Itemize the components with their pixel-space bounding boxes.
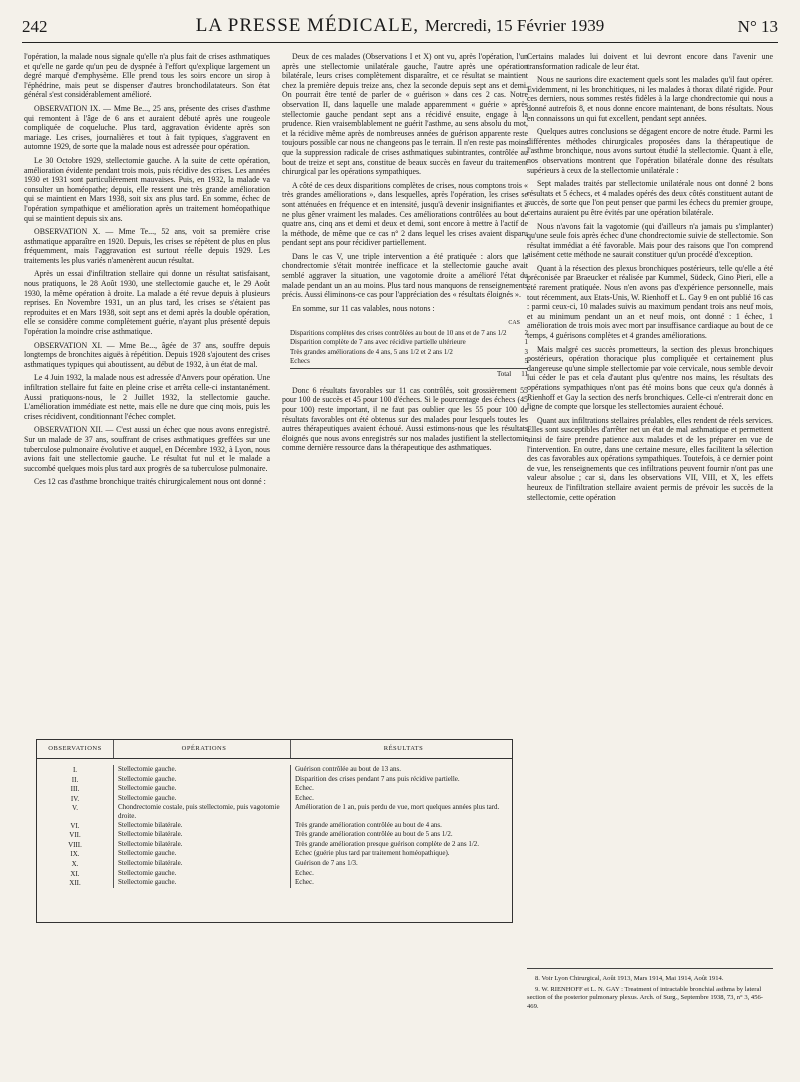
paragraph: En somme, sur 11 cas valables, nous notons : [292, 303, 435, 313]
observation-cell: I. [72, 766, 78, 774]
summary-row [290, 357, 528, 366]
table-row [37, 775, 512, 785]
issue-number: N° 13 [737, 17, 778, 36]
table-row [37, 878, 512, 888]
summary-value: 2 [524, 328, 528, 337]
results-table [36, 739, 513, 923]
page-number: 242 [22, 17, 48, 36]
paragraph: Après un essai d'infiltration stellaire qui donne un résultat satisfaisant, nous pratiquons, le 28 Août 1930, une stellectomie gauche et, le 29 Août 1930, la même opération à droite. La malade a été revue depuis à plusieurs reprises. En Novembre 1931, un an plus tard, les crises se s'étaient pas reproduites et en Mars 1938, soit sept ans et demi après la double opération, elle se considère comme complètement guérie, n'ayant plus présenté depuis l'opération la moindre crise asthmatique. [24, 269, 270, 337]
summary-value: 5 [524, 357, 528, 366]
operation-cell: Stellectomie gauche. [113, 878, 290, 888]
observation-cell: XII. [69, 879, 81, 888]
operation-cell: Stellectomie bilatérale. [113, 859, 290, 869]
table-row [37, 821, 512, 831]
table-row [37, 765, 512, 775]
paragraph: Ces 12 cas d'asthme bronchique traités chirurgicalement nous ont donné : [34, 477, 266, 487]
operation-cell: Stellectomie gauche. [113, 869, 290, 879]
observation-cell: VI. [70, 821, 80, 830]
observation-cell: V. [72, 804, 78, 813]
paragraph: Dans le cas V, une triple intervention a été pratiquée : alors que la chondrectomie s'était montrée inefficace et la stellectomie gauche avait semblé aggraver la situation, une vagotomie droite a amélioré l'état du malade pendant un an au moins. Plus tard nous manquons de renseignements précis. Aussi éliminons-ce cas pour l'appréciation des « résultats éloignés ». [282, 251, 528, 300]
journal-name: LA PRESSE MÉDICALE, [195, 15, 420, 36]
operation-cell: Stellectomie bilatérale. [113, 821, 290, 831]
summary-total-value: 11 [521, 370, 528, 379]
issue-date: Mercredi, 15 Février 1939 [424, 16, 605, 35]
paragraph: Nous n'avons fait la vagotomie (qui d'ailleurs n'a jamais pu s'implanter) qu'une seule fois après échec d'une chondrectomie suivie de stellectomie. Son résultat immédiat a été favorable. Mais pour des raisons que l'on comprend aisément cette méthode ne saurait constituer qu'un procédé d'exception. [527, 221, 773, 260]
operation-cell: Stellectomie gauche. [113, 784, 290, 794]
summary-label: Disparitions complètes des crises contrôlées au bout de 10 ans et de 7 ans 1/2 [290, 328, 507, 337]
journal-title [22, 15, 778, 37]
paragraph: Nous ne saurions dire exactement quels sont les malades qu'il faut opérer. Evidemment, ni les bronchitiques, ni les malades à thorax dilaté rigide. Pour ces derniers, nous sommes restés fidèles à la large chondrectomie qui nous a donné autrefois 8, et nous donne encore maintenant, de bons résultats. Nous en connaissons un qui fut excellent, pendant sept années. [527, 75, 773, 123]
column-right [527, 52, 773, 964]
summary-value: 1 [524, 338, 528, 347]
result-cell: Très grande amélioration contrôlée au bout de 4 ans. [290, 821, 512, 831]
footnotes [527, 968, 773, 1014]
summary-label: Très grandes améliorations de 4 ans, 5 ans 1/2 et 2 ans 1/2 [290, 347, 453, 356]
footnote: 8. Voir Lyon Chirurgical, Août 1913, Mars 1914, Mai 1914, Août 1914. [535, 975, 724, 982]
observation-cell: XI. [70, 869, 80, 878]
paragraph: Le 30 Octobre 1929, stellectomie gauche. A la suite de cette opération, amélioration évidente pendant trois mois, puis récidive des crises. Les années 1930 et 1931 sont particulièrement mauvaises. Puis, en 1932, la malade va consulter un homéopathe; depuis, elle ressent une très grande amélioration qui se maintient en Mars 1938, soit six ans plus tard. En somme, échec de l'opération sympathique et amélioration après un traitement homéopathique qui se maintient depuis six ans. [24, 155, 270, 223]
paragraph: Sept malades traités par stellectomie unilatérale nous ont donné 2 bons résultats et 5 échecs, et 4 malades opérés des deux côtés constituent autant de succès, de sorte que l'on peut penser que parmi les échecs du premier groupe, certains auraient pu être évités par une opération bilatérale. [527, 179, 773, 217]
paragraph: Quant à la résection des plexus bronchiques postérieurs, telle qu'elle a été préconisée par Braeucker et réalisée par Kummel, Südeck, Gino Pieri, elle a été rarement pratiquée. Nous n'en avons pas d'expérience personnelle, mais tout récemment, aux Etats-Unis, W. Rienhoff et L. Gay 9 en ont publié 16 cas : parmi ceux-ci, 10 malades suivis au maximum pendant trois ans neuf mois, et au minimum pendant un an et neuf mois, ont donné : 1 échec, 1 amélioration de trois mois avec mort par insuffisance cardiaque au bout de ce temps, 4 guérisons complètes et 4 grandes améliorations. [527, 263, 773, 341]
paragraph: A côté de ces deux disparitions complètes de crises, nous comptons trois « très grandes améliorations », dans lesquelles, après l'opération, les crises se sont atténuées en fréquence et en intensité, jusqu'à devenir insignifiantes et à ne plus gêner vraiment les malades. Ces améliorations contrôlées au bout de quatre ans, cinq ans et demi et deux et demi, sont encore à mettre à l'actif de la méthode, de même que ce cas n° 2 dans lequel les crises avaient disparu pendant sept ans pour récidiver partiellement. [282, 180, 528, 248]
operation-cell: Stellectomie bilatérale. [113, 840, 290, 850]
result-cell: Guérison de 7 ans 1/3. [290, 859, 512, 869]
result-cell: Echec (guérie plus tard par traitement homéopathique). [290, 849, 512, 859]
paragraph: Quant aux infiltrations stellaires préalables, elles rendent de réels services. Elles sont susceptibles d'arrêter net un état de mal asthmatique et permettent ainsi de faire prendre patience aux malades et de les préparer en vue de l'intervention. En outre, dans une certaine mesure, elles facilitent la sélection des cas favorables aux opérations sympathiques. Toutefois, à ce dernier point de vue, les renseignements que ces infiltrations peuvent fournir n'ont pas une valeur absolue ; car si, dans les observations VII, VIII, et X, les effets heureux de l'infiltration stellaire avaient permis de prévoir les succès de la stellectomie, cette opération [527, 415, 773, 502]
column-middle [282, 52, 528, 742]
table-row [37, 859, 512, 869]
result-cell: Très grande amélioration presque guérison complète de 2 ans 1/2. [290, 840, 512, 850]
table-row [37, 803, 512, 820]
summary-total-label: Total [496, 370, 512, 379]
paragraph: Donc 6 résultats favorables sur 11 cas contrôlés, soit grossièrement 55 pour 100 de succès et 45 pour 100 d'échecs. Si le pourcentage des échecs (45 pour 100) reste important, il ne faut pas oublier que les 55 pour 100 de résultats favorables ont été obtenus sur des malades pour lesquels toutes les autres thérapeutiques avaient échoué. Aussi estimons-nous que les résultats éloignés que nous avons enregistrés sur nos malades justifient la stellectomie comme dernière ressource dans la thérapeutique des asthmatiques. [282, 385, 528, 453]
table-row [37, 794, 512, 804]
operation-cell: Stellectomie gauche. [113, 849, 290, 859]
result-cell: Disparition des crises pendant 7 ans puis récidive partielle. [290, 775, 512, 785]
result-cell: Echec. [290, 869, 512, 879]
column-header-operations: OPÉRATIONS [113, 740, 290, 758]
observation-cell: VII. [69, 831, 81, 840]
table-row [37, 869, 512, 879]
summary-value: 3 [524, 347, 528, 356]
paragraph: OBSERVATION X. — Mme Te..., 52 ans, voit sa première crise asthmatique apparaître en 1920. Depuis, les crises se répètent de plus en plus fréquemment, mais l'aggravation est surtout réelle depuis 1929. Les traitements les plus variés n'amenèrent aucun résultat. [24, 227, 270, 265]
result-cell: Guérison contrôlée au bout de 13 ans. [290, 765, 512, 775]
results-table-body [37, 759, 512, 922]
observation-cell: IX. [70, 850, 80, 859]
paragraph: Mais malgré ces succès prometteurs, la section des plexus bronchiques postérieurs, opération thoracique plus compliquée et certainement plus dangereuse qu'une simple stellectomie par voie cervicale, nous semble devoir lui céder le pas et cela d'autant plus qu'entre nos mains, les résultats des opérations sympathiques n'ont pas été moins bons que ceux qu'a donnés à Rienhoff et Gay la section des nerfs bronchiques. Celle-ci n'entrerait donc en ligne de compte que lorsque les stellectomies auraient échoué. [527, 344, 773, 412]
summary-table [290, 319, 528, 379]
summary-total [290, 368, 528, 379]
paragraph: OBSERVATION IX. — Mme Be..., 25 ans, présente des crises d'asthme qui remontent à l'âge de 6 ans et auraient débuté après une rougeole compliquée de coqueluche. Plus tard, aggravation évidente après son mariage. Les crises, journalières et tout à fait typiques, s'aggravent en automne 1929, de sorte que la malade nous est adressée pour opération. [24, 103, 270, 152]
result-cell: Echec. [290, 878, 512, 888]
observation-cell: III. [70, 785, 80, 794]
result-cell: Echec. [290, 794, 512, 804]
summary-label: Disparition complète de 7 ans avec récidive partielle ultérieure [290, 338, 466, 347]
table-row [37, 830, 512, 840]
result-cell: Echec. [290, 784, 512, 794]
operation-cell: Stellectomie bilatérale. [113, 830, 290, 840]
table-row [37, 849, 512, 859]
operation-cell: Stellectomie gauche. [113, 765, 290, 775]
summary-row [290, 329, 528, 338]
paragraph: Certains malades lui doivent et lui devront encore dans l'avenir une transformation radicale de leur état. [527, 52, 773, 71]
summary-label: Echecs [290, 357, 310, 366]
observation-cell: X. [71, 859, 79, 868]
column-header-results: RÉSULTATS [290, 740, 512, 758]
observation-cell: IV. [70, 794, 80, 803]
paragraph: Le 4 Juin 1932, la malade nous est adressée d'Anvers pour opération. Une infiltration stellaire fut faite en pleine crise et arrêta celle-ci instantanément. Aussi pratiquons-nous, le 2 Juillet 1932, la stellectomie gauche. L'amélioration immédiate est nette, mais elle ne dure que cinq mois, puis les crises récidivent, conditionnant l'échec complet. [24, 373, 270, 421]
summary-row [290, 338, 528, 347]
results-table-header [37, 740, 512, 759]
result-cell: Très grande amélioration contrôlée au bout de 5 ans 1/2. [290, 830, 512, 840]
observation-cell: VIII. [68, 840, 82, 849]
operation-cell: Stellectomie gauche. [113, 794, 290, 804]
summary-table-header: CAS [508, 320, 520, 327]
footnote: 9. W. RIENHOFF et L. N. GAY : Treatment of intractable bronchial asthma by lateral section of the posterior pulmonary plexus. Arch. of Surg., Septembre 1938, 73, n° 3, 456-469. [527, 986, 764, 1010]
result-cell: Amélioration de 1 an, puis perdu de vue, mort quelques années plus tard. [290, 803, 512, 820]
paragraph: OBSERVATION XII. — C'est aussi un échec que nous avons enregistré. Sur un malade de 37 ans, souffrant de crises asthmatiques greffées sur une tuberculose pulmonaire évolutive et auquel, en Décembre 1932, à Lyon, nous avions fait une stellectomie gauche. Le résultat fut nul et le malade a succombé quelques mois plus tard aux progrès de sa tuberculose pulmonaire. [24, 425, 270, 473]
page-header [22, 8, 778, 43]
operation-cell: Stellectomie gauche. [113, 775, 290, 785]
paragraph: Quelques autres conclusions se dégagent encore de notre étude. Parmi les différentes méthodes chirurgicales proposées dans la thérapeutique de l'asthme bronchique, nous avons surtout étudié la stellectomie. Quant à elle, nos observations montrent que l'opération bilatérale donne des résultats supérieurs à ceux de la stellectomie unilatérale : [527, 127, 773, 175]
paragraph: l'opération, la malade nous signale qu'elle n'a plus fait de crises asthmatiques et qu'elle ne garde qu'un peu de dyspnée à l'effort qu'explique largement un degré marqué d'emphysème. Elle prend tous les soirs encore un sirop à l'éphédrine, mais peut se dispenser d'autres bronchodilatateurs. Son état général s'est considérablement amélioré. [24, 52, 270, 100]
column-left [24, 52, 270, 491]
operation-cell: Chondrectomie costale, puis stellectomie, puis vagotomie droite. [113, 803, 290, 820]
summary-row [290, 348, 528, 357]
column-header-observations: OBSERVATIONS [48, 744, 102, 752]
table-row [37, 840, 512, 850]
observation-cell: II. [71, 775, 79, 784]
paragraph: OBSERVATION XI. — Mme Be..., âgée de 37 ans, souffre depuis longtemps de bronchites aiguës à répétition. Depuis 1928 s'ajoutent des crises asthmatiques typiques qui aboutissent, au début de 1932, à un état de mal. [24, 340, 270, 369]
paragraph: Deux de ces malades (Observations I et X) ont vu, après l'opération, l'un après une stellectomie unilatérale gauche, l'autre après une opération bilatérale, leurs crises complètement disparaître, et ce résultat se maintient chez la première depuis treize ans, chez la seconde depuis sept ans et demi. On pourrait être tenté de parler de « guérison » dans ces 2 cas. Notre observation II, dans laquelle une malade apparemment « guérie » après stellectomie gauche pendant sept ans a récidivé ensuite, engage à la prudence. Rien vraisemblablement ne guérit l'asthme, au sens absolu du mot, et la récidive même après de nombreuses années de guérison apparente reste toujours possible car nous ne changeons pas le terrain. Il n'en reste pas moins que la suppression radicale de crises asthmatiques subintrantes, contrôlée au bout de treize et sept ans, constitue de beaux succès en faveur du traitement chirurgical par les opérations sympathiques. [282, 52, 528, 177]
table-row [37, 784, 512, 794]
